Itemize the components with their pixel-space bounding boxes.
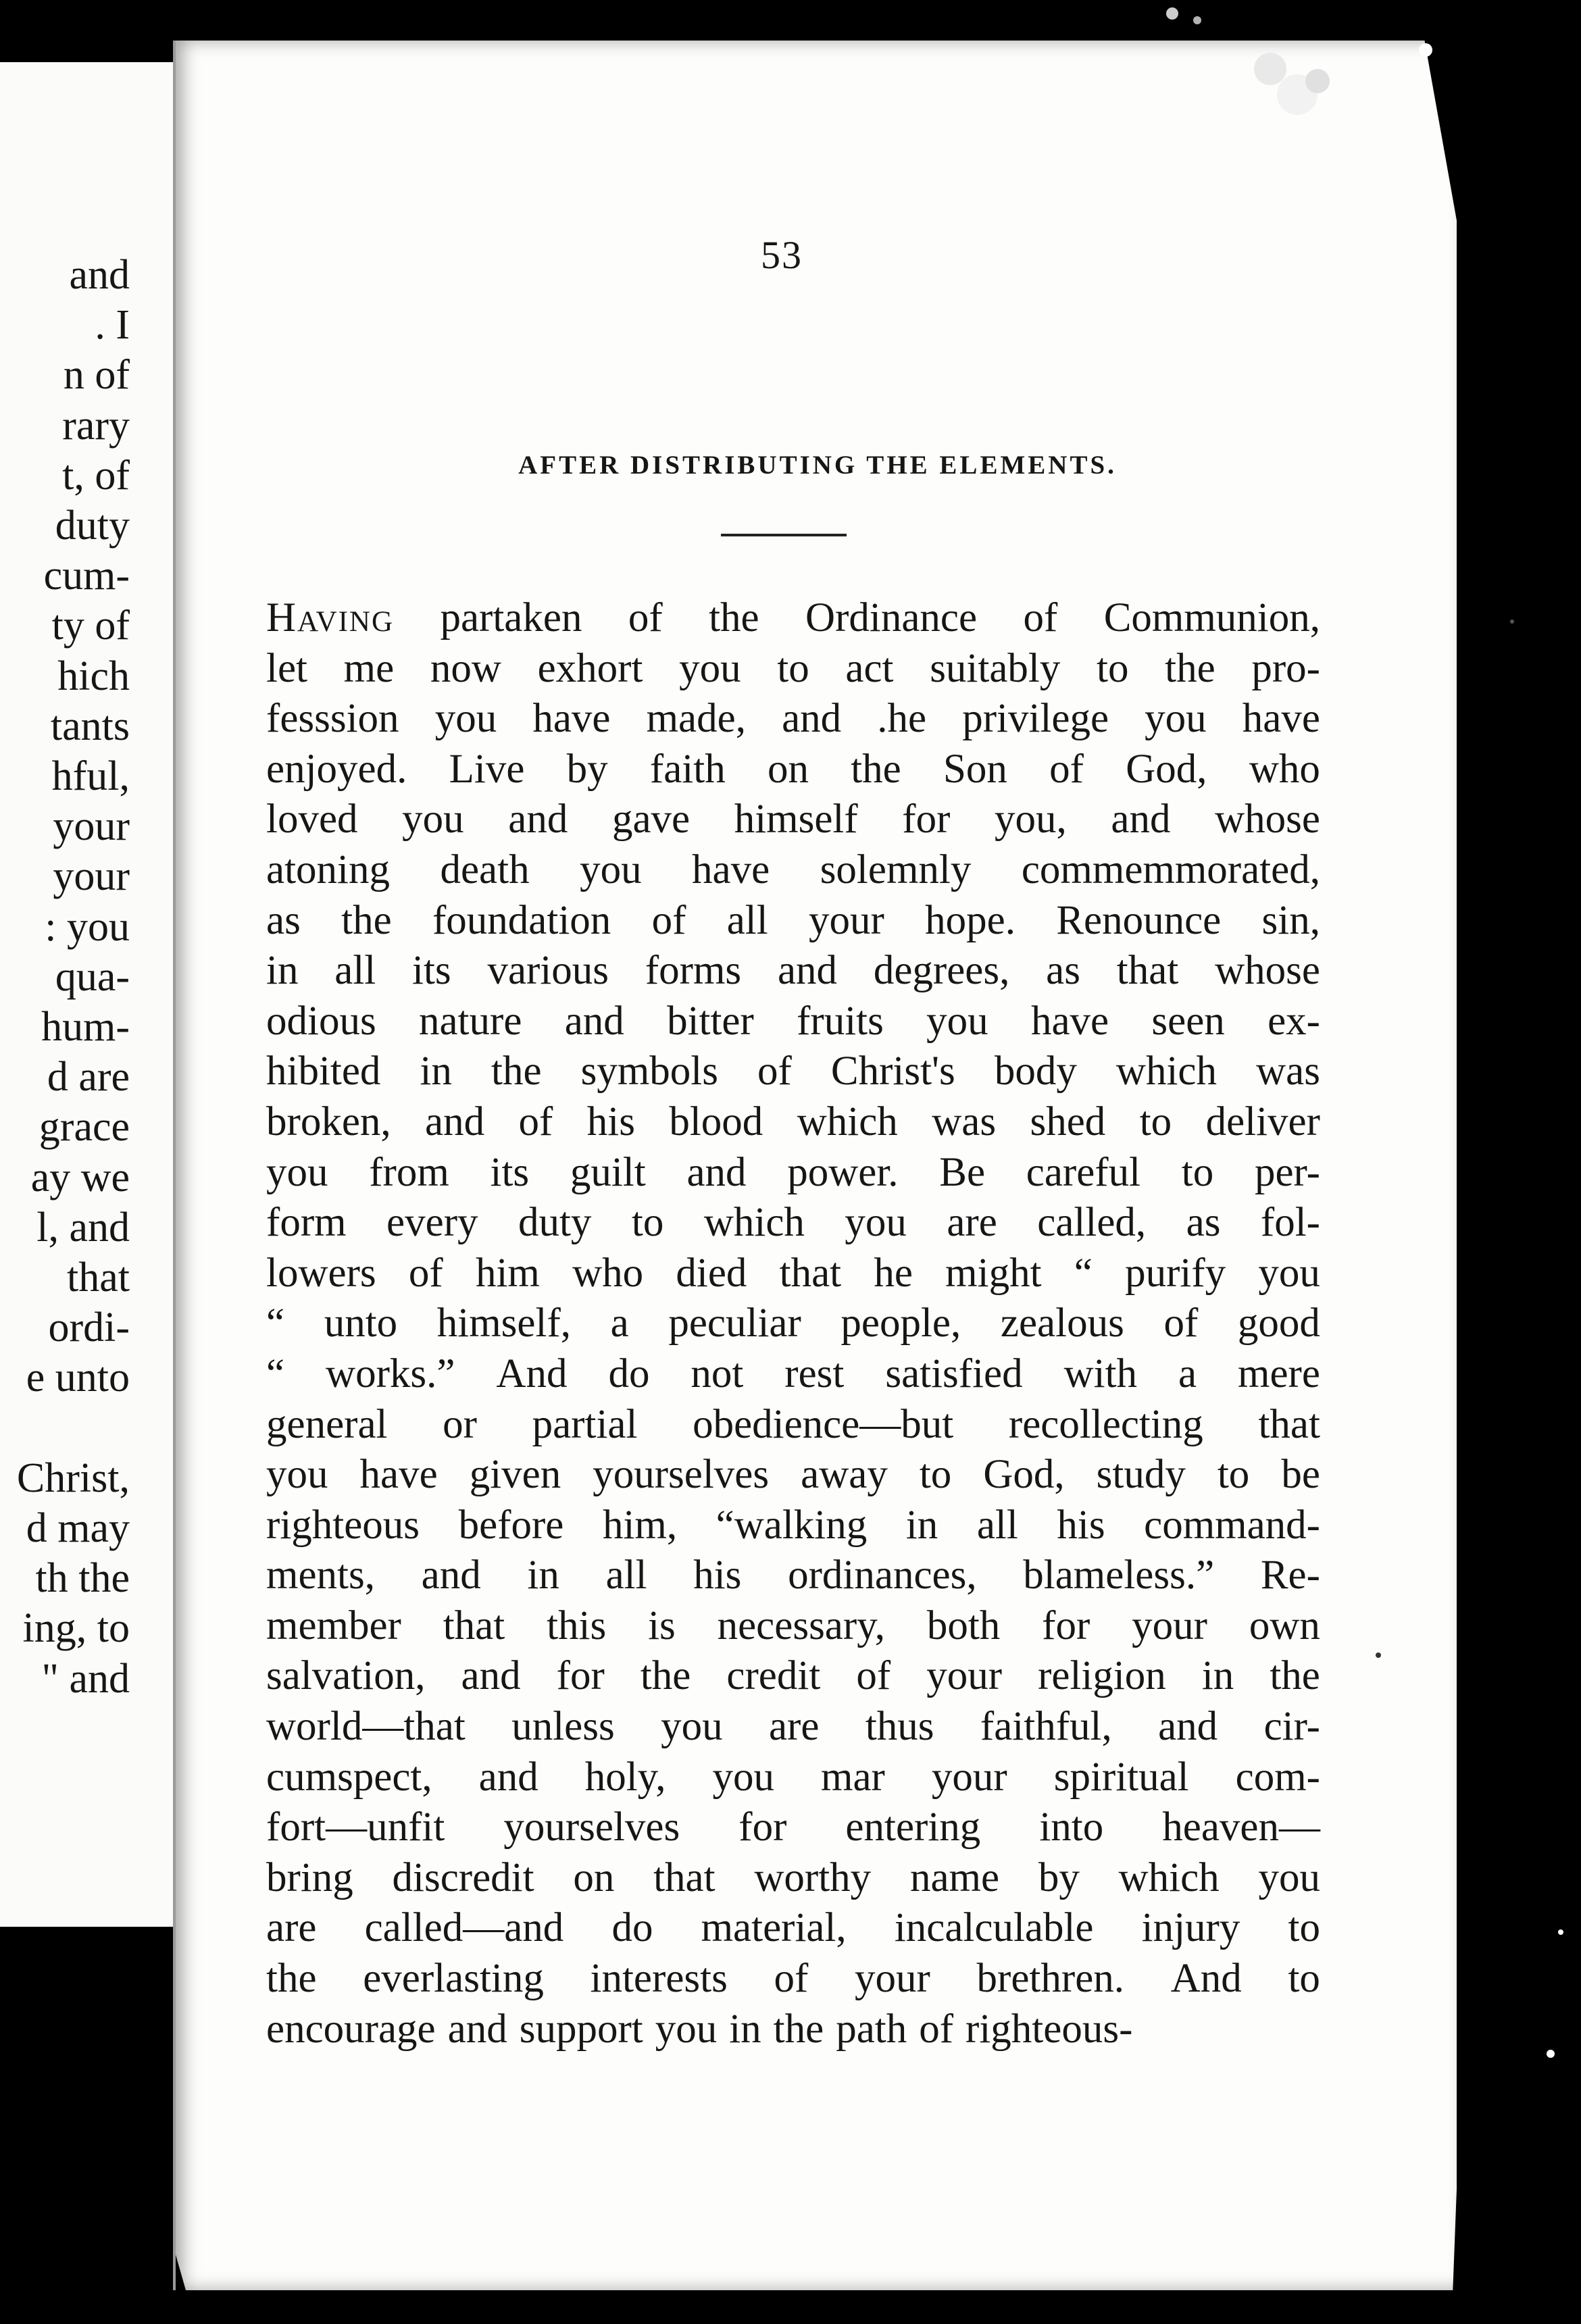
word: Ordinance (805, 595, 978, 640)
word: of (408, 1250, 443, 1296)
word: which (703, 1200, 805, 1246)
word: the (491, 1049, 542, 1094)
word: holy, (584, 1754, 666, 1800)
word: whose (1215, 948, 1320, 994)
facing-page-line: cum- (43, 553, 130, 599)
word: that (1258, 1401, 1320, 1447)
facing-page-line: " and (41, 1655, 130, 1702)
word: the (773, 2006, 824, 2052)
word: rest (784, 1350, 845, 1396)
word: purify (1125, 1250, 1226, 1296)
word: as (1046, 948, 1080, 994)
word: your (1132, 1602, 1207, 1648)
word: religion (1038, 1653, 1166, 1699)
word: he (874, 1250, 913, 1296)
word: and (425, 1098, 485, 1144)
word: of (919, 2006, 954, 2052)
word: own (1249, 1602, 1320, 1648)
word: “walking (716, 1502, 868, 1548)
word: have (692, 847, 770, 892)
word: righteous (266, 1502, 420, 1548)
word: loved (266, 797, 358, 842)
word: injury (1141, 1905, 1240, 1951)
facing-page-line: e unto (26, 1355, 130, 1401)
word: from (369, 1149, 449, 1195)
word: ordinances, (788, 1552, 977, 1598)
word: command- (1144, 1502, 1320, 1548)
word: seen (1151, 998, 1225, 1044)
word: have (1030, 998, 1109, 1044)
word: that (779, 1250, 842, 1296)
word: God, (1126, 746, 1207, 792)
word: God, (983, 1452, 1065, 1498)
word: by (1038, 1854, 1080, 1900)
word: people, (840, 1300, 961, 1346)
word: that (443, 1602, 505, 1648)
word: good (1237, 1300, 1320, 1346)
word: body (994, 1049, 1077, 1094)
word: which (1115, 1049, 1217, 1094)
word: who (572, 1250, 644, 1296)
word: which (797, 1098, 898, 1144)
word: lowers (266, 1250, 376, 1296)
word: the (1270, 1653, 1320, 1699)
word: whose (1215, 797, 1320, 842)
word: your (855, 1956, 930, 2002)
word: enjoyed. (266, 746, 407, 792)
facing-page-line: duty (55, 503, 130, 549)
word: pro- (1251, 645, 1320, 691)
word: Son (943, 746, 1007, 792)
facing-page-line: th the (35, 1555, 130, 1602)
word: careful (1026, 1149, 1141, 1195)
page-number: 53 (761, 233, 803, 277)
word: broken, (266, 1098, 391, 1144)
word: died (676, 1250, 747, 1296)
facing-page-line: that (67, 1255, 130, 1300)
word: not (691, 1350, 744, 1396)
word: for (738, 1804, 787, 1850)
word: thus (865, 1704, 934, 1750)
word: on (573, 1854, 615, 1900)
word: foundation (432, 897, 611, 943)
word: faithful, (980, 1704, 1112, 1750)
word: to (631, 1200, 664, 1246)
word: in (266, 948, 299, 994)
word: shed (1030, 1098, 1106, 1144)
word: are (768, 1704, 820, 1750)
word: given (469, 1452, 561, 1498)
word: all (605, 1552, 647, 1598)
word: material, (701, 1905, 847, 1951)
facing-page-line: ing, to (22, 1605, 130, 1652)
facing-page-line: l, and (36, 1204, 130, 1251)
word: and (777, 948, 838, 994)
word: let (266, 645, 307, 691)
facing-page-line: ordi- (48, 1305, 130, 1351)
word: unto (324, 1300, 398, 1346)
word: satisfied (885, 1350, 1023, 1396)
word: of (1163, 1300, 1199, 1346)
word: and (782, 696, 842, 742)
word: and (686, 1149, 747, 1195)
word: heaven— (1162, 1804, 1320, 1850)
word: you (580, 847, 642, 892)
word: was (932, 1098, 997, 1144)
word: called, (1037, 1200, 1147, 1246)
word: the (640, 1653, 691, 1699)
word: for (1042, 1602, 1090, 1648)
word: might (945, 1250, 1042, 1296)
word: the (1165, 645, 1215, 691)
word: interests (590, 1956, 728, 2002)
facing-page-line: hich (57, 653, 130, 699)
word: your (809, 897, 884, 943)
word: be (1281, 1452, 1320, 1498)
word: his (693, 1552, 742, 1598)
word: have (1242, 696, 1320, 742)
word: salvation, (266, 1653, 426, 1699)
word: works.” (326, 1350, 455, 1396)
word: to (1139, 1098, 1172, 1144)
word: me (343, 645, 395, 691)
word: .he (877, 696, 927, 742)
word: world—that (266, 1704, 466, 1750)
word: to (1288, 1905, 1320, 1951)
word: called—and (364, 1905, 564, 1951)
facing-page-line: d may (26, 1505, 130, 1551)
word: and (1111, 797, 1171, 842)
word: per- (1254, 1149, 1320, 1195)
word: bring (266, 1854, 353, 1900)
word: your (931, 1754, 1007, 1800)
word: was (1256, 1049, 1320, 1094)
word: bitter (667, 998, 754, 1044)
word: necessary, (717, 1602, 885, 1648)
word: you (712, 1754, 774, 1800)
word: the (851, 746, 901, 792)
word: everlasting (363, 1956, 544, 2002)
word: hibited (266, 1049, 381, 1094)
word: faith (649, 746, 726, 792)
word: zealous (1000, 1300, 1124, 1346)
word: member (266, 1602, 401, 1648)
word: for (556, 1653, 605, 1699)
word: credit (726, 1653, 821, 1699)
word: yourselves (503, 1804, 680, 1850)
word: its (412, 948, 451, 994)
word: before (458, 1502, 564, 1548)
word: name (909, 1854, 1000, 1900)
word: fruits (797, 998, 884, 1044)
word: you (266, 1452, 328, 1498)
word: incalculable (894, 1905, 1094, 1951)
word: do (608, 1350, 650, 1396)
facing-page-line: hful, (51, 753, 130, 799)
word: Live (449, 746, 525, 792)
word: of (774, 1956, 809, 2002)
word: with (1063, 1350, 1138, 1396)
word: “ (266, 1300, 285, 1346)
word: are (947, 1200, 997, 1246)
word: himself (734, 797, 858, 842)
word: peculiar (668, 1300, 801, 1346)
word: of (757, 1049, 792, 1094)
word: cir- (1263, 1704, 1320, 1750)
word: path (836, 2006, 907, 2052)
word: com- (1235, 1754, 1320, 1800)
word: to (919, 1452, 952, 1498)
word: this (547, 1602, 607, 1648)
word: your (926, 1653, 1003, 1699)
word: mar (821, 1754, 885, 1800)
word: in (729, 2006, 761, 2052)
word: are (266, 1905, 317, 1951)
word: Renounce (1056, 897, 1222, 943)
word: solemnly (820, 847, 972, 892)
word: cumspect, (266, 1754, 432, 1800)
word: away (801, 1452, 888, 1498)
word: to (1097, 645, 1129, 691)
word: fol- (1260, 1200, 1320, 1246)
word: blameless.” (1023, 1552, 1215, 1598)
word: all (334, 948, 376, 994)
word: in (527, 1552, 559, 1598)
word: spiritual (1053, 1754, 1189, 1800)
word: you (1145, 696, 1207, 742)
word: by (566, 746, 608, 792)
word: made, (646, 696, 746, 742)
word: study (1096, 1452, 1186, 1498)
word: “ (1074, 1250, 1093, 1296)
word: in (1201, 1653, 1234, 1699)
word: a (1178, 1350, 1197, 1396)
word: his (1057, 1502, 1105, 1548)
word: commemmorated, (1021, 847, 1320, 892)
facing-page-line: d are (47, 1054, 130, 1101)
word: ments, (266, 1552, 375, 1598)
word: is (648, 1602, 676, 1648)
facing-page-line: grace (39, 1104, 130, 1151)
word: to (1217, 1452, 1250, 1498)
word: to (1181, 1149, 1214, 1195)
facing-page-line: ay we (30, 1154, 130, 1201)
word: and (447, 2006, 507, 2052)
word: you (1258, 1250, 1320, 1296)
word: worthy (754, 1854, 872, 1900)
word: you (434, 696, 497, 742)
word: and (421, 1552, 481, 1598)
word: privilege (962, 696, 1109, 742)
word: various (487, 948, 609, 994)
word: his (586, 1098, 635, 1144)
word: for (902, 797, 951, 842)
word: duty (518, 1200, 592, 1246)
word: ex- (1268, 998, 1320, 1044)
word: to (1288, 1956, 1320, 2002)
word: And (1170, 1956, 1242, 2002)
word: recollecting (1008, 1401, 1203, 1447)
word: the (709, 595, 759, 640)
word: of (1023, 595, 1058, 640)
word: have (532, 696, 611, 742)
word: and (1158, 1704, 1218, 1750)
word: or (443, 1401, 477, 1447)
word: in (420, 1049, 452, 1094)
word: its (490, 1149, 530, 1195)
word: And (496, 1350, 568, 1396)
word: and (461, 1653, 521, 1699)
word: of (651, 897, 686, 943)
word: which (1118, 1854, 1220, 1900)
word: you, (995, 797, 1067, 842)
facing-page-line: qua- (55, 953, 130, 1000)
facing-page-line: ty of (51, 603, 130, 649)
facing-page-line: tants (50, 703, 130, 749)
word: guilt (570, 1149, 646, 1195)
facing-page-line: . I (95, 302, 130, 349)
word: mere (1238, 1350, 1320, 1396)
word: and (508, 797, 568, 842)
word: nature (418, 998, 522, 1044)
facing-page-line: and (69, 252, 130, 298)
word: that (653, 1854, 716, 1900)
word: righteous- (965, 2006, 1133, 2052)
word: him (475, 1250, 540, 1296)
word: atoning (266, 847, 390, 892)
word: exhort (537, 645, 643, 691)
word: in (905, 1502, 938, 1548)
word: general (266, 1401, 388, 1447)
word: sin, (1261, 897, 1320, 943)
word: degrees, (873, 948, 1010, 994)
facing-page-line: : you (45, 903, 130, 950)
word: of (1049, 746, 1084, 792)
word: of (628, 595, 663, 640)
word: a (610, 1300, 629, 1346)
word: unless (511, 1704, 615, 1750)
word: form (266, 1200, 347, 1246)
word: both (926, 1602, 1001, 1648)
word: obedience—but (693, 1401, 954, 1447)
word: power. (787, 1149, 899, 1195)
word: Christ's (830, 1049, 955, 1094)
facing-page-line: n of (63, 352, 130, 399)
word: you (266, 1149, 328, 1195)
word: act (845, 645, 894, 691)
word: Communion, (1103, 595, 1320, 640)
word: the (341, 897, 392, 943)
word: forms (645, 948, 742, 994)
word: as (1186, 1200, 1221, 1246)
word: gave (611, 797, 691, 842)
word: fesssion (266, 696, 399, 742)
word: deliver (1205, 1098, 1320, 1144)
word: odious (266, 998, 376, 1044)
word: the (266, 1956, 317, 2002)
word: him, (602, 1502, 678, 1548)
word: every (386, 1200, 478, 1246)
section-heading: AFTER DISTRIBUTING THE ELEMENTS. (518, 451, 1117, 480)
facing-page-line: t, of (62, 452, 130, 499)
word: that (1116, 948, 1179, 994)
lead-word: Having (266, 595, 395, 640)
word: discredit (392, 1854, 534, 1900)
word: to (777, 645, 809, 691)
word: all (976, 1502, 1018, 1548)
word: blood (669, 1098, 763, 1144)
word: you (661, 1704, 723, 1750)
word: symbols (580, 1049, 718, 1094)
word: suitably (930, 645, 1061, 691)
word: you (1258, 1854, 1320, 1900)
word: you (926, 998, 988, 1044)
word: death (440, 847, 530, 892)
word: brethren. (976, 1956, 1125, 2002)
word: and (564, 998, 624, 1044)
word: all (726, 897, 768, 943)
word: you (402, 797, 464, 842)
word: Be (939, 1149, 986, 1195)
word: encourage (266, 2006, 436, 2052)
facing-page-line: your (53, 853, 130, 900)
word: fort—unfit (266, 1804, 445, 1850)
facing-page-line: Christ, (16, 1455, 130, 1501)
word: of (856, 1653, 891, 1699)
word: you (679, 645, 741, 691)
word: and (478, 1754, 538, 1800)
word: partial (532, 1401, 638, 1447)
word: yourselves (593, 1452, 770, 1498)
word: “ (266, 1350, 285, 1396)
word: who (1249, 746, 1320, 792)
word: you (845, 1200, 907, 1246)
word: do (611, 1905, 653, 1951)
word: partaken (440, 595, 582, 640)
word: on (767, 746, 809, 792)
word: as (266, 897, 301, 943)
facing-page-line: your (53, 803, 130, 850)
word: now (430, 645, 501, 691)
word: have (359, 1452, 438, 1498)
word: Re- (1260, 1552, 1320, 1598)
facing-page-line: hum- (41, 1004, 130, 1050)
word: into (1039, 1804, 1104, 1850)
word: himself, (436, 1300, 572, 1346)
facing-page-line: rary (62, 402, 130, 449)
word: hope. (925, 897, 1015, 943)
word: of (518, 1098, 553, 1144)
word: support (519, 2006, 643, 2052)
word: entering (845, 1804, 981, 1850)
word: you (655, 2006, 718, 2052)
